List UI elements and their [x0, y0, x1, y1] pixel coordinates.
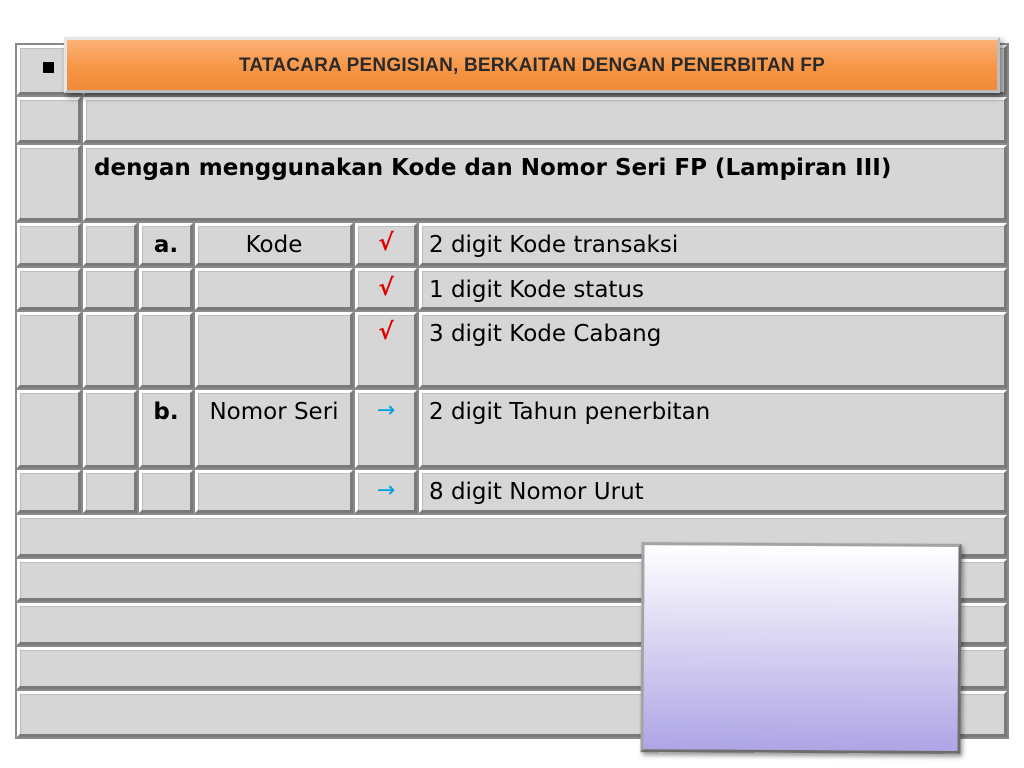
item-description: 2 digit Tahun penerbitan: [429, 399, 711, 425]
check-icon: √: [378, 230, 394, 256]
item-letter: a.: [153, 232, 179, 258]
row-indent-cell: [83, 312, 137, 388]
bullet-icon: [43, 62, 54, 73]
item-description: 1 digit Kode status: [429, 277, 644, 303]
empty-row-right-cell: [83, 97, 1007, 143]
row-label-cell: [195, 312, 353, 388]
row-letter-cell: [139, 312, 193, 388]
arrow-right-icon: →: [376, 478, 396, 503]
row-left-cell: [17, 223, 81, 266]
row-left-cell: [17, 268, 81, 310]
row-letter-cell: [139, 470, 193, 513]
row-indent-cell: [83, 390, 137, 468]
row-left-cell: [17, 470, 81, 513]
row-left-cell: [17, 312, 81, 388]
intro-text: dengan menggunakan Kode dan Nomor Seri FP (Lampiran III): [94, 155, 892, 181]
check-icon: √: [378, 275, 394, 301]
item-description: 8 digit Nomor Urut: [429, 479, 644, 505]
title-banner: [64, 37, 1000, 93]
row-label-cell: [195, 268, 353, 310]
row-left-cell: [17, 390, 81, 468]
page-title: TATACARA PENGISIAN, BERKAITAN DENGAN PENERBITAN FP: [239, 55, 825, 76]
item-description: 2 digit Kode transaksi: [429, 232, 679, 258]
row-letter-cell: [139, 268, 193, 310]
item-letter: b.: [153, 399, 179, 425]
row-indent-cell: [83, 223, 137, 266]
intro-row-left-cell: [17, 145, 81, 221]
arrow-right-icon: →: [376, 398, 396, 423]
item-label: Kode: [245, 232, 303, 258]
row-label-cell: [195, 470, 353, 513]
check-icon: √: [378, 319, 394, 345]
callout-box: [640, 542, 961, 754]
empty-row-left-cell: [17, 97, 81, 143]
row-indent-cell: [83, 268, 137, 310]
row-indent-cell: [83, 470, 137, 513]
item-description: 3 digit Kode Cabang: [429, 321, 662, 347]
item-label: Nomor Seri: [209, 399, 339, 425]
